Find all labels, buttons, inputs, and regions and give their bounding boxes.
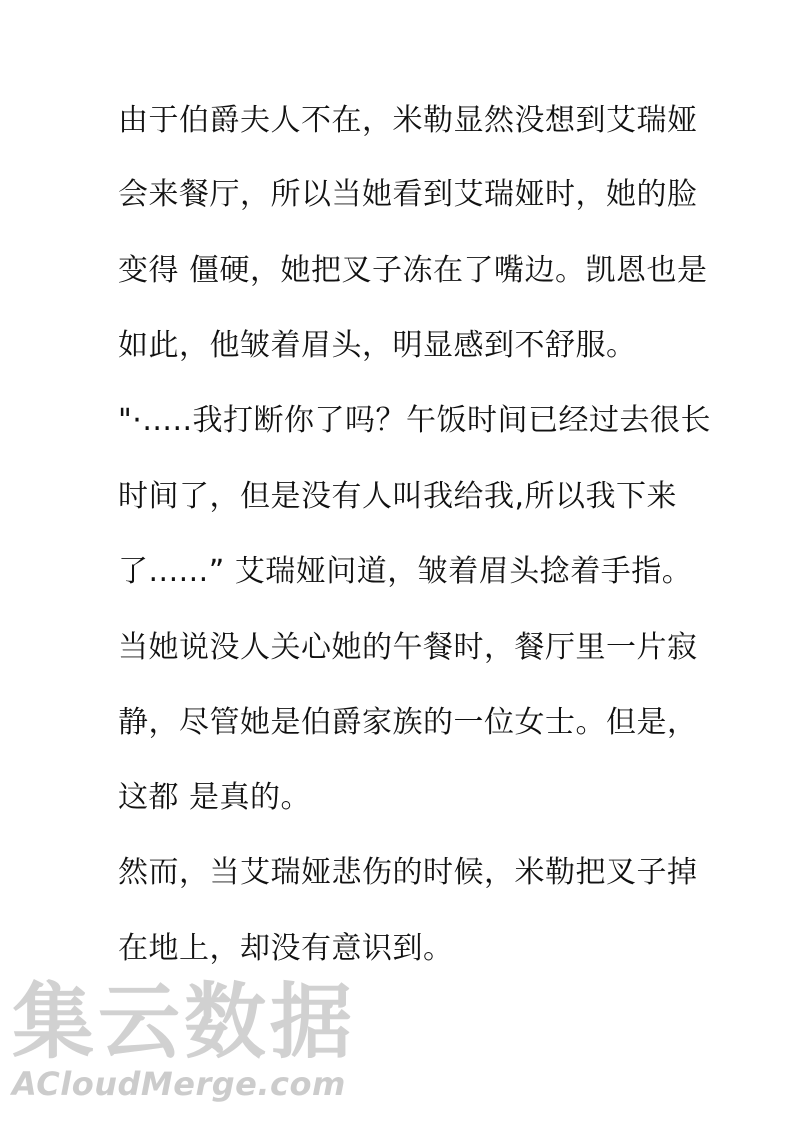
watermark xyxy=(8,975,388,1118)
watermark-english: ACloudMerge.com xyxy=(12,1065,346,1103)
text-line-2: 会来餐厅，所以当她看到艾瑞娅时，她的脸 xyxy=(118,177,698,212)
text-line-8: 当她说没人关心她的午餐时，餐厅里一片寂 xyxy=(118,630,698,665)
text-line-10: 这都 是真的。 xyxy=(118,780,312,815)
text-line-11: 然而，当艾瑞娅悲伤的时候，米勒把叉子掉 xyxy=(118,855,698,890)
text-line-4: 如此，他皱着眉头，明显感到不舒服。 xyxy=(118,328,637,363)
text-line-12: 在地上，却没有意识到。 xyxy=(118,931,454,966)
text-line-3: 变得 僵硬，她把叉子冻在了嘴边。凯恩也是 xyxy=(118,253,708,288)
watermark-chinese: 集云数据 xyxy=(12,975,357,1070)
text-line-9: 静，尽管她是伯爵家族的一位女士。但是， xyxy=(118,705,698,740)
text-line-5: "·.....我打断你了吗？午饭时间已经过去很长 xyxy=(118,403,712,438)
text-line-1: 由于伯爵夫人不在，米勒显然没想到艾瑞娅 xyxy=(118,103,698,138)
text-line-6: 时间了，但是没有人叫我给我,所以我下来 xyxy=(118,479,678,514)
text-line-7: 了......” 艾瑞娅问道，皱着眉头捻着手指。 xyxy=(118,554,693,589)
